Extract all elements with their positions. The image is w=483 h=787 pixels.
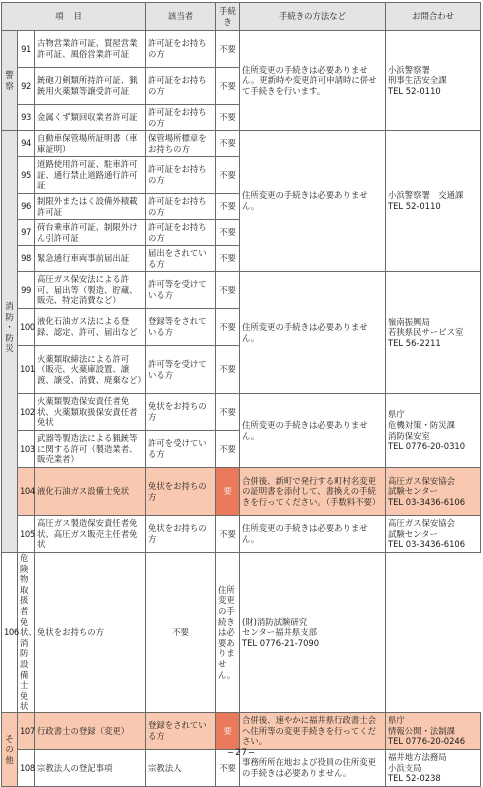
contact-info: 小浜警察署 刑事生活安全課 TEL 52-0110 bbox=[386, 31, 481, 131]
row-number: 91 bbox=[18, 31, 35, 68]
row-target: 許可証をお持ちの方 bbox=[146, 194, 216, 220]
row-number: 92 bbox=[18, 68, 35, 105]
header-item: 項目 bbox=[2, 3, 146, 31]
row-number: 101 bbox=[18, 346, 35, 394]
row-required: 不要 bbox=[216, 131, 240, 157]
row-target: 免状をお持ちの方 bbox=[146, 394, 216, 431]
contact-info: 嶺南振興局 若狭県民サービス室 TEL 56-2211 bbox=[386, 272, 481, 394]
contact-info: 福井地方法務局 小浜支局 TEL 52-0238 bbox=[386, 749, 481, 786]
row-target: 許可証をお持ちの方 bbox=[146, 157, 216, 194]
contact-info: 小浜警察署 交通課 TEL 52-0110 bbox=[386, 131, 481, 272]
row-item: 古物営業許可証、質屋営業許可証、風俗営業許可証 bbox=[35, 31, 146, 68]
row-item: 道路使用許可証、駐車許可証、通行禁止道路通行許可証 bbox=[35, 157, 146, 194]
row-required: 不要 bbox=[216, 431, 240, 468]
row-required: 要 bbox=[216, 468, 240, 516]
method-text: 住所変更の手続きは必要ありません。 bbox=[240, 394, 386, 468]
row-item: 高圧ガス保安法による許可、届出等（製造、貯蔵、販売、特定消費など） bbox=[35, 272, 146, 309]
row-target: 宗教法人 bbox=[146, 749, 216, 786]
table-row bbox=[2, 131, 481, 157]
table-row bbox=[2, 516, 481, 553]
contact-info: 県庁 危機対策・防災課 消防保安室 TEL 0776-20-0310 bbox=[386, 394, 481, 468]
header-method: 手続きの方法など bbox=[240, 3, 386, 31]
row-target: 許可等を受けている方 bbox=[146, 346, 216, 394]
row-required: 不要 bbox=[216, 272, 240, 309]
category-other: そ の 他 bbox=[2, 712, 18, 786]
method-text: 住所変更の手続きは必要ありません。更新時や変更許可申請時に併せて手続きを行います。 bbox=[240, 31, 386, 131]
method-text: 住所変更の手続きは必要ありません。 bbox=[240, 131, 386, 272]
row-number: 99 bbox=[18, 272, 35, 309]
row-required: 不要 bbox=[216, 105, 240, 131]
row-required: 不要 bbox=[216, 394, 240, 431]
row-target: 許可証をお持ちの方 bbox=[146, 31, 216, 68]
method-text: 合併後、速やかに福井県行政書士会へ住所等の変更手続きを行ってください。 bbox=[240, 712, 386, 749]
row-required: 不要 bbox=[216, 346, 240, 394]
category-blank bbox=[2, 131, 18, 553]
row-target: 許可を受けている方 bbox=[146, 431, 216, 468]
row-item: 制限外またはく設備外積載許可証 bbox=[35, 194, 146, 220]
row-target: 免状をお持ちの方 bbox=[35, 553, 146, 713]
header-contact: お問合わせ bbox=[386, 3, 481, 31]
row-target: 許可証をお持ちの方 bbox=[146, 105, 216, 131]
row-item: 銃砲刀剣類所持許可証、猟銃用火薬類等譲受許可証 bbox=[35, 68, 146, 105]
method-text: 合併後、新町で発行する町村名変更の証明書を添付して、書換えの手続きを行ってください。（手数料不要） bbox=[240, 468, 386, 516]
row-item: 火薬類取締法による許可（販売、火薬庫設置、譲渡、譲受、消費、廃棄など） bbox=[35, 346, 146, 394]
category-police: 警 察 bbox=[2, 31, 18, 131]
row-required: 不要 bbox=[216, 157, 240, 194]
row-number: 107 bbox=[18, 712, 35, 749]
row-item: 緊急通行車両事前届出証 bbox=[35, 246, 146, 272]
row-target: 許可証をお持ちの方 bbox=[146, 220, 216, 246]
row-required: 不要 bbox=[216, 749, 240, 786]
contact-info: 高圧ガス保安協会 試験センター TEL 03-3436-6106 bbox=[386, 516, 481, 553]
row-item: 自動車保管場所証明書（車庫証明） bbox=[35, 131, 146, 157]
row-item: 武器等製造法による猟銃等に関する許可（製造業者、販売業者） bbox=[35, 431, 146, 468]
row-required: 不要 bbox=[216, 516, 240, 553]
row-number: 93 bbox=[18, 105, 35, 131]
row-item: 液化石油ガス設備士免状 bbox=[35, 468, 146, 516]
row-required: 要 bbox=[216, 712, 240, 749]
row-item: 宗教法人の登記事項 bbox=[35, 749, 146, 786]
row-target: 保管場所標章をお持ちの方 bbox=[146, 131, 216, 157]
contact-info: 高圧ガス保安協会 試験センター TEL 03-3436-6106 bbox=[386, 468, 481, 516]
row-item: 行政書士の登録（変更） bbox=[35, 712, 146, 749]
method-text: 住所変更の手続きは必要ありません。 bbox=[240, 272, 386, 394]
row-item: 火薬類製造保安責任者免状、火薬類取扱保安責任者免状 bbox=[35, 394, 146, 431]
contact-info: 県庁 情報公開・法制課 TEL 0776-20-0246 bbox=[386, 712, 481, 749]
table-header-row bbox=[2, 3, 481, 31]
row-required: 不要 bbox=[216, 68, 240, 105]
method-text: 住所変更の手続きは必要ありません。 bbox=[216, 553, 240, 713]
row-number: 108 bbox=[18, 749, 35, 786]
method-text: 事務所所在地および役員の住所変更の手続きは必要ありません。 bbox=[240, 749, 386, 786]
table-row bbox=[2, 272, 481, 309]
row-required: 不要 bbox=[216, 220, 240, 246]
row-number: 96 bbox=[18, 194, 35, 220]
row-required: 不要 bbox=[216, 246, 240, 272]
row-item: 金属くず類回収業者許可証 bbox=[35, 105, 146, 131]
row-number: 94 bbox=[18, 131, 35, 157]
table-row bbox=[2, 553, 481, 713]
row-required: 不要 bbox=[216, 31, 240, 68]
table-row-highlighted bbox=[2, 468, 481, 516]
row-number: 105 bbox=[18, 516, 35, 553]
row-number: 106 bbox=[2, 553, 18, 713]
row-target: 免状をお持ちの方 bbox=[146, 468, 216, 516]
row-required: 不要 bbox=[146, 553, 216, 713]
page-number: −27− bbox=[226, 748, 257, 758]
row-item: 高圧ガス製造保安責任者免状、高圧ガス販売主任者免状 bbox=[35, 516, 146, 553]
row-target: 届出をされている方 bbox=[146, 246, 216, 272]
table-row bbox=[2, 31, 481, 68]
row-item: 液化石油ガス法による登録、認定、許可、届出など bbox=[35, 309, 146, 346]
header-required: 手続き bbox=[216, 3, 240, 31]
table-row-highlighted bbox=[2, 712, 481, 749]
row-target: 登録等をされている方 bbox=[146, 309, 216, 346]
contact-info: (財)消防試験研究 センター福井県支部 TEL 0776-21-7090 bbox=[240, 553, 386, 713]
method-text: 住所変更の手続きは必要ありません。 bbox=[240, 516, 386, 553]
row-number: 100 bbox=[18, 309, 35, 346]
header-target: 該当者 bbox=[146, 3, 216, 31]
table-row bbox=[2, 394, 481, 431]
row-target: 登録をされている方 bbox=[146, 712, 216, 749]
row-item: 荷台乗車許可証、制限外けん引許可証 bbox=[35, 220, 146, 246]
row-number: 102 bbox=[18, 394, 35, 431]
row-number: 104 bbox=[18, 468, 35, 516]
row-number: 98 bbox=[18, 246, 35, 272]
row-target: 許可等を受けている方 bbox=[146, 272, 216, 309]
row-number: 97 bbox=[18, 220, 35, 246]
row-number: 103 bbox=[18, 431, 35, 468]
procedure-table bbox=[1, 2, 481, 787]
row-target: 許可証をお持ちの方 bbox=[146, 68, 216, 105]
row-target: 免状をお持ちの方 bbox=[146, 516, 216, 553]
row-required: 不要 bbox=[216, 194, 240, 220]
category-fire: 消 防 ・ 防 災 bbox=[5, 301, 14, 354]
row-item: 危険物取扱者免状、消防設備士免状 bbox=[18, 553, 35, 713]
row-number: 95 bbox=[18, 157, 35, 194]
row-required: 不要 bbox=[216, 309, 240, 346]
